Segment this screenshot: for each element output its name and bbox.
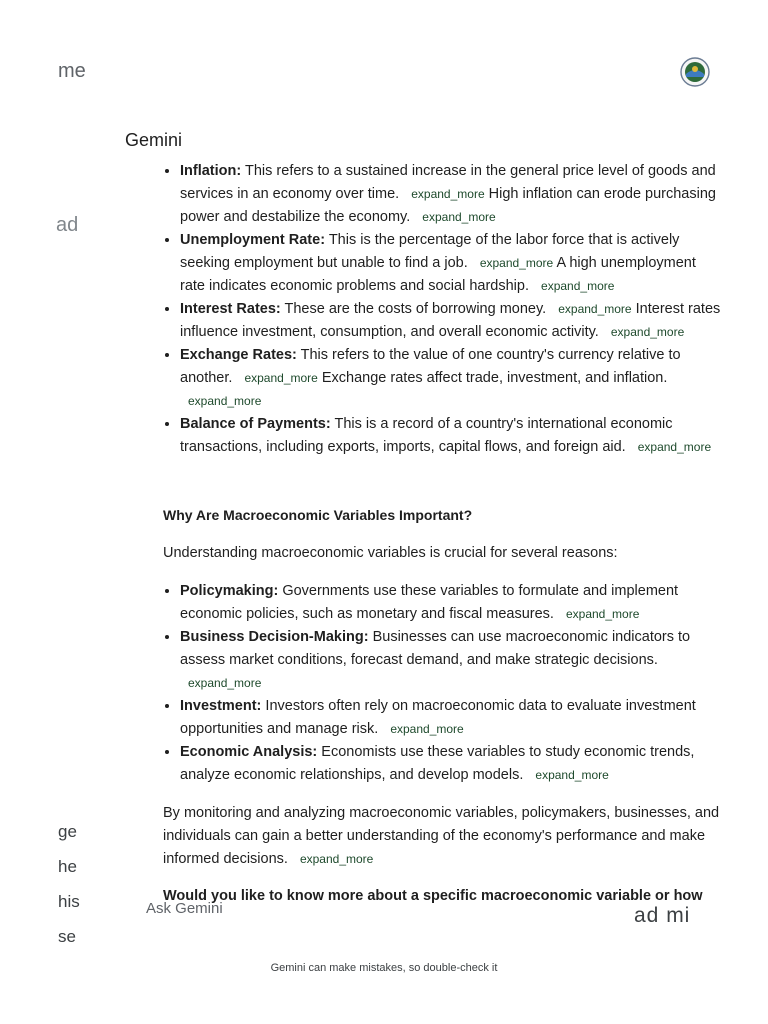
expand-more-icon[interactable]: expand_more	[535, 768, 609, 782]
expand-more-icon[interactable]: expand_more	[637, 440, 712, 454]
background-line: his	[58, 892, 80, 911]
conclusion-text: By monitoring and analyzing macroeconomic variables, policymakers, businesses, and individuals can gain a better understanding of the economy's performance and make informed decisions.	[163, 805, 720, 867]
disclaimer: Gemini can make mistakes, so double-check it	[270, 962, 498, 974]
list-item-term: Policymaking:	[180, 583, 279, 599]
list-item-desc: Economists use these variables to study economic trends, analyze economic relationships, and develop models.	[180, 744, 695, 783]
section-heading: Why Are Macroeconomic Variables Important?	[163, 507, 473, 523]
list-item-desc2: A high unemployment rate indicates economic problems and social hardship.	[180, 255, 696, 294]
expand-more-icon[interactable]: expand_more	[299, 852, 374, 866]
background-line: ge	[58, 822, 77, 841]
expand-more-icon[interactable]: expand_more	[390, 722, 464, 736]
list-item-term: Inflation:	[180, 163, 242, 179]
expand-more-icon[interactable]: expand_more	[422, 210, 496, 224]
list-item-desc: This refers to the value of one country's currency relative to another.	[180, 347, 681, 386]
list-item-desc: This is a record of a country's international economic transactions, including exports, imports, capital flows, and foreign aid.	[180, 416, 673, 455]
list-item-desc: These are the costs of borrowing money.	[284, 301, 547, 317]
list-item-desc2: Exchange rates affect trade, investment, and inflation.	[321, 370, 668, 386]
expand-more-icon[interactable]: expand_more	[558, 302, 632, 316]
expand-more-icon[interactable]: expand_more	[479, 256, 554, 270]
list-item	[180, 160, 723, 229]
followup-question: Would you like to know more about a specific macroeconomic variable or how	[163, 888, 703, 904]
conclusion-paragraph	[163, 802, 723, 871]
background-fragment-mid: ad	[56, 214, 79, 236]
list-item	[180, 413, 723, 459]
expand-more-icon[interactable]: expand_more	[411, 187, 485, 201]
seal-icon	[680, 57, 710, 87]
list-item	[180, 344, 723, 413]
background-fragment-top: me	[58, 60, 86, 82]
list-item-desc2: Interest rates influence investment, consumption, and overall economic activity.	[180, 301, 721, 340]
list-item-desc: This refers to a sustained increase in the general price level of goods and services in an economy over time.	[180, 163, 716, 202]
list-item	[180, 626, 723, 695]
expand-more-icon[interactable]: expand_more	[610, 325, 685, 339]
expand-more-icon[interactable]: expand_more	[188, 394, 262, 408]
panel-title: Gemini	[125, 130, 183, 150]
list-item-desc: Governments use these variables to formulate and implement economic policies, such as monetary and fiscal measures.	[180, 583, 679, 622]
response-content	[163, 160, 723, 908]
background-line: se	[58, 927, 76, 946]
list-item-term: Business Decision-Making:	[180, 629, 369, 645]
list-item	[180, 229, 723, 298]
list-item-term: Investment:	[180, 698, 262, 714]
list-item-desc: Investors often rely on macroeconomic data to evaluate investment opportunities and manage risk.	[180, 698, 696, 737]
list-item	[180, 580, 723, 626]
expand-more-icon[interactable]: expand_more	[565, 607, 640, 621]
background-line: he	[58, 857, 77, 876]
expand-more-icon[interactable]: expand_more	[244, 371, 318, 385]
list-item-term: Exchange Rates:	[180, 347, 297, 363]
expand-more-icon[interactable]: expand_more	[541, 279, 615, 293]
background-fragment-bottom-right: ad mi	[634, 904, 691, 927]
list-item-term: Interest Rates:	[180, 301, 281, 317]
list-item	[180, 741, 723, 787]
ask-gemini-input[interactable]: Ask Gemini	[146, 900, 223, 917]
list-item	[180, 298, 723, 344]
expand-more-icon[interactable]: expand_more	[188, 676, 262, 690]
intro-paragraph: Understanding macroeconomic variables is crucial for several reasons:	[163, 545, 618, 561]
list-item-term: Balance of Payments:	[180, 416, 331, 432]
list-item	[180, 695, 723, 741]
list-item-term: Economic Analysis:	[180, 744, 318, 760]
list-item-desc: This is the percentage of the labor force that is actively seeking employment but unable to find a job.	[180, 232, 680, 271]
response-scroll-area[interactable]	[0, 162, 768, 904]
reasons-list	[163, 580, 723, 787]
variables-list	[163, 160, 723, 459]
list-item-term: Unemployment Rate:	[180, 232, 326, 248]
list-item-desc: Businesses can use macroeconomic indicators to assess market conditions, forecast demand, and make strategic decisions.	[180, 629, 691, 668]
list-item-desc2: High inflation can erode purchasing power and destabilize the economy.	[180, 186, 716, 225]
